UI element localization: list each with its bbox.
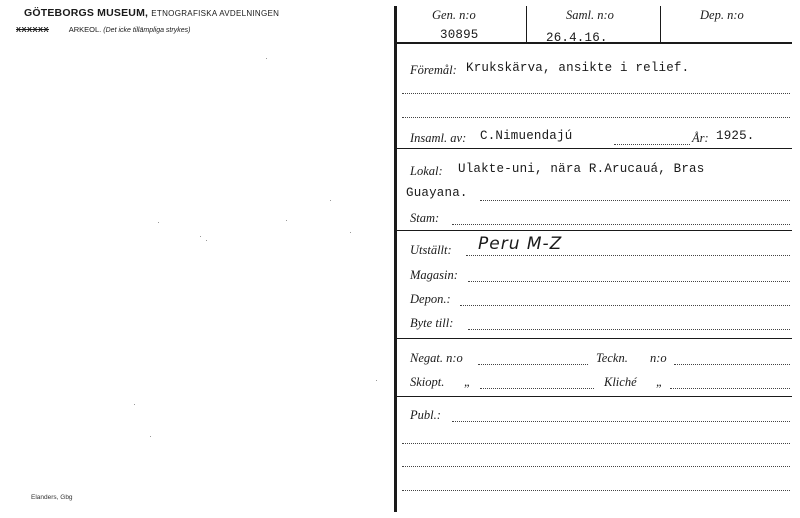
stam-label: Stam: — [410, 211, 440, 225]
gen-value: 30895 — [440, 28, 479, 42]
ditto-mark: „ — [656, 375, 663, 389]
blank-line — [480, 388, 594, 389]
dep-label: Dep. n:o — [700, 8, 744, 22]
blank-line — [480, 200, 790, 201]
blank-line — [466, 255, 790, 256]
blank-line — [670, 388, 790, 389]
blank-line — [402, 93, 790, 94]
speck — [150, 436, 151, 437]
utstallt-label: Utställt: — [410, 243, 452, 257]
blank-line — [452, 224, 790, 225]
speck — [134, 404, 135, 405]
teckn-label: Teckn. — [596, 351, 628, 365]
ar-value: 1925. — [716, 129, 755, 143]
arkeol-label: ARKEOL. — [68, 25, 102, 34]
kliche-label: Kliché — [604, 375, 637, 389]
blank-line — [402, 443, 790, 444]
card-left-border — [394, 6, 397, 512]
speck — [206, 240, 207, 241]
foremal-value: Krukskärva, ansikte i relief. — [466, 61, 690, 75]
row-divider — [397, 396, 792, 397]
row-divider — [397, 230, 792, 231]
gen-label: Gen. n:o — [432, 8, 476, 22]
ar-label: År: — [692, 131, 709, 145]
column-separator — [660, 6, 661, 42]
museum-name: GÖTEBORGS MUSEUM, — [24, 7, 149, 19]
blank-line — [452, 421, 790, 422]
museum-header — [24, 7, 279, 19]
blank-line — [402, 117, 790, 118]
speck — [330, 200, 331, 201]
header-subline — [16, 25, 190, 34]
lokal-value: Ulakte-uni, nära R.Arucauá, Bras — [458, 162, 705, 176]
strike-note: (Det icke tillämpliga strykes) — [103, 27, 191, 34]
blank-line — [468, 281, 790, 282]
byte-label: Byte till: — [410, 316, 454, 330]
skiopt-label: Skiopt. — [410, 375, 445, 389]
publ-label: Publ.: — [410, 408, 441, 422]
printer-mark: Elanders, Gbg — [31, 494, 73, 501]
magasin-label: Magasin: — [410, 268, 458, 282]
saml-value: 26.4.16. — [546, 31, 608, 45]
row-divider — [397, 338, 792, 339]
department-name: ETNOGRAFISKA AVDELNINGEN — [151, 9, 280, 18]
speck — [350, 232, 351, 233]
blank-line — [402, 490, 790, 491]
saml-label: Saml. n:o — [566, 8, 614, 22]
negat-label: Negat. n:o — [410, 351, 463, 365]
struck-text: XXXXXX — [16, 25, 50, 34]
foremal-label: Föremål: — [410, 63, 457, 77]
ditto-mark: „ — [464, 375, 471, 389]
utstallt-value: Peru M-Z — [478, 234, 563, 254]
blank-line — [460, 305, 790, 306]
speck — [158, 222, 159, 223]
speck — [376, 380, 377, 381]
blank-line — [614, 144, 690, 145]
depon-label: Depon.: — [410, 292, 451, 306]
lokal-value-continued: Guayana. — [406, 186, 468, 200]
row-divider — [397, 148, 792, 149]
insaml-label: Insaml. av: — [410, 131, 467, 145]
column-separator — [526, 6, 527, 42]
blank-line — [402, 466, 790, 467]
blank-line — [468, 329, 790, 330]
teckn-number-label: n:o — [650, 351, 667, 365]
blank-line — [674, 364, 790, 365]
speck — [286, 220, 287, 221]
blank-line — [478, 364, 588, 365]
speck — [266, 58, 267, 59]
insaml-value: C.Nimuendajú — [480, 129, 573, 143]
speck — [200, 236, 201, 237]
lokal-label: Lokal: — [410, 164, 443, 178]
